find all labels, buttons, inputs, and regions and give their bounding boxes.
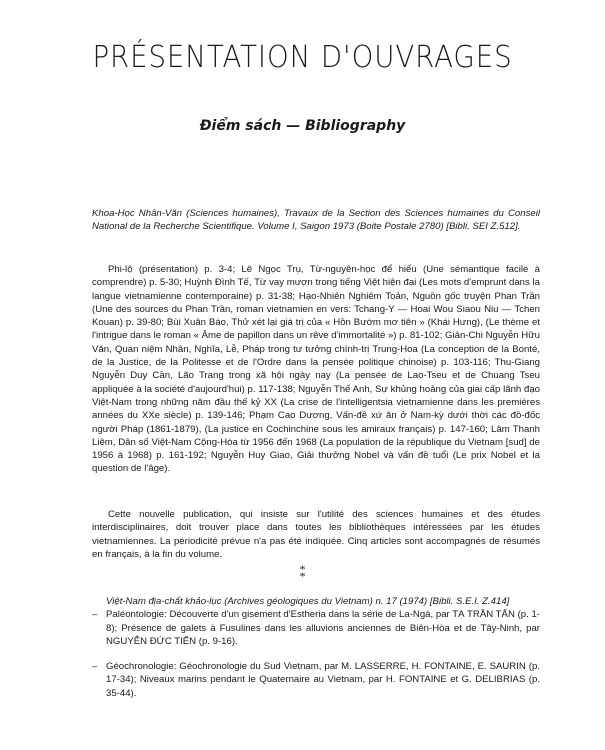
entry1-note: Cette nouvelle publication, qui insiste sur l'utilité des sciences humaines et des études interdisciplinaires, doit trouver place dans toutes les bibliothèques intéressées par les études vietnamiennes. La périodicité prévue n'a pas été indiquée. Cinq articles sont accompagnés de résumés en français, à la fin du volume.	[92, 509, 540, 560]
entry2-heading: Việt-Nam địa-chất khảo-lục (Archives géologiques du Vietnam) n. 17 (1974) [Bibli. S.E.I. Z.414]	[106, 596, 510, 607]
separator-asterisks: * *	[299, 562, 306, 583]
page-title: PRÉSENTATION D'OUVRAGES	[92, 40, 513, 75]
entry2-continued	[92, 660, 540, 700]
entry2-item-paleontology: Paléontologie: Découverte d'un gisement d'Estheria dans la série de La-Ngà, par TẠ TRẦN TẤN (p. 1-8); Présence de galets à Fusulines dans les alluvions anciennes de Biên-Hòa et de Tây-Ninh, par NGUYỄN ĐỨC TIẾN (p. 9-16).	[106, 609, 540, 647]
entry2	[92, 595, 540, 648]
dash-marker: –	[92, 609, 98, 621]
entry2-item-geochronology: Géochronologie: Géochronologie du Sud Vietnam, par M. LASSERRE, H. FONTAINE, E. SAURIN (p. 17-34); Niveaux marins pendant le Quaternaire au Vietnam, par H. FONTAINE et G. DELIBRIAS (p. 35-44).	[106, 661, 540, 699]
entry1-contents: Phi-lộ (présentation) p. 3-4; Lê Ngọc Trụ, Từ-nguyên-học để hiểu (Une sémantique facile à comprendre) p. 5-30; Huỳnh Đình Tế, Từ vay mượn trong tiếng Việt hiện đại (Les mots d'emprunt dans la langue vietnamienne contemporaine) p. 31-38; Hạo-Nhiên Nghiêm Toản, Nguồn gốc truyện Phan Trần (Une des sources du Phan Trần, roman vietnamien en vers: Tchang-Y — Hoai Wou Siaou Niu — Tchen Kouan) p. 39-80; Bùi Xuân Bào, Thử xét lại giá trị của « Hồn Bướm mơ tiên » (Khái Hưng), (Le thème et l'intrigue dans le roman « Âme de papillon dans un rêve d'immortalité ») p. 81-102; Giản-Chi Nguyễn Hữu Văn, Quan niệm Nhân, Nghĩa, Lễ, Pháp trong tư tưởng chính-trị Trung-Hoa (La conception de la Bonté, de la Justice, de la Politesse et de l'Ordre dans la pensée politique chinoise) p. 103-116; Thu-Giang Nguyễn Duy Cần, Lão Trang trong xã hội ngày nay (La pensée de Lao-Tseu et de Chuang Tseu appliquée à la société d'aujourd'hui) p. 117-138; Nguyễn Thế Anh, Sự khủng hoảng của giai cấp lãnh đạo Việt-Nam trong những năm đầu thế kỷ XX (La crise de l'intelligentsia vietnamienne dans les premières années du XXe siècle) p. 139-146; Phạm Cao Dương, Vấn-đề xứ ăn ở Nam-kỳ dưới thời các đồ-đốc người Pháp (1861-1879), (La justice en Cochinchine sous les amiraux français) p. 147-160; Lâm Thanh Liêm, Dân số Việt-Nam Cộng-Hòa từ 1956 đến 1968 (La population de la république du Vietnam [sud] de 1956 à 1968) p. 161-192; Nguyễn Huy Giao, Giải thưởng Nobel và vấn đề tuổi (Le prix Nobel et la question de l'âge).	[92, 264, 540, 475]
entry2-item	[92, 660, 540, 700]
entry1-heading: Khoa-Học Nhân-Văn (Sciences humaines), Travaux de la Section des Sciences humaines du Conseil National de la Recherche Scientifique. Volume I, Saigon 1973 (Boite Postale 2780) [Bibli. SEI Z.512].	[92, 208, 540, 233]
entry2-item	[92, 608, 540, 648]
dash-marker: –	[92, 661, 98, 672]
page-subtitle: Điểm sách — Bibliography	[199, 118, 406, 134]
